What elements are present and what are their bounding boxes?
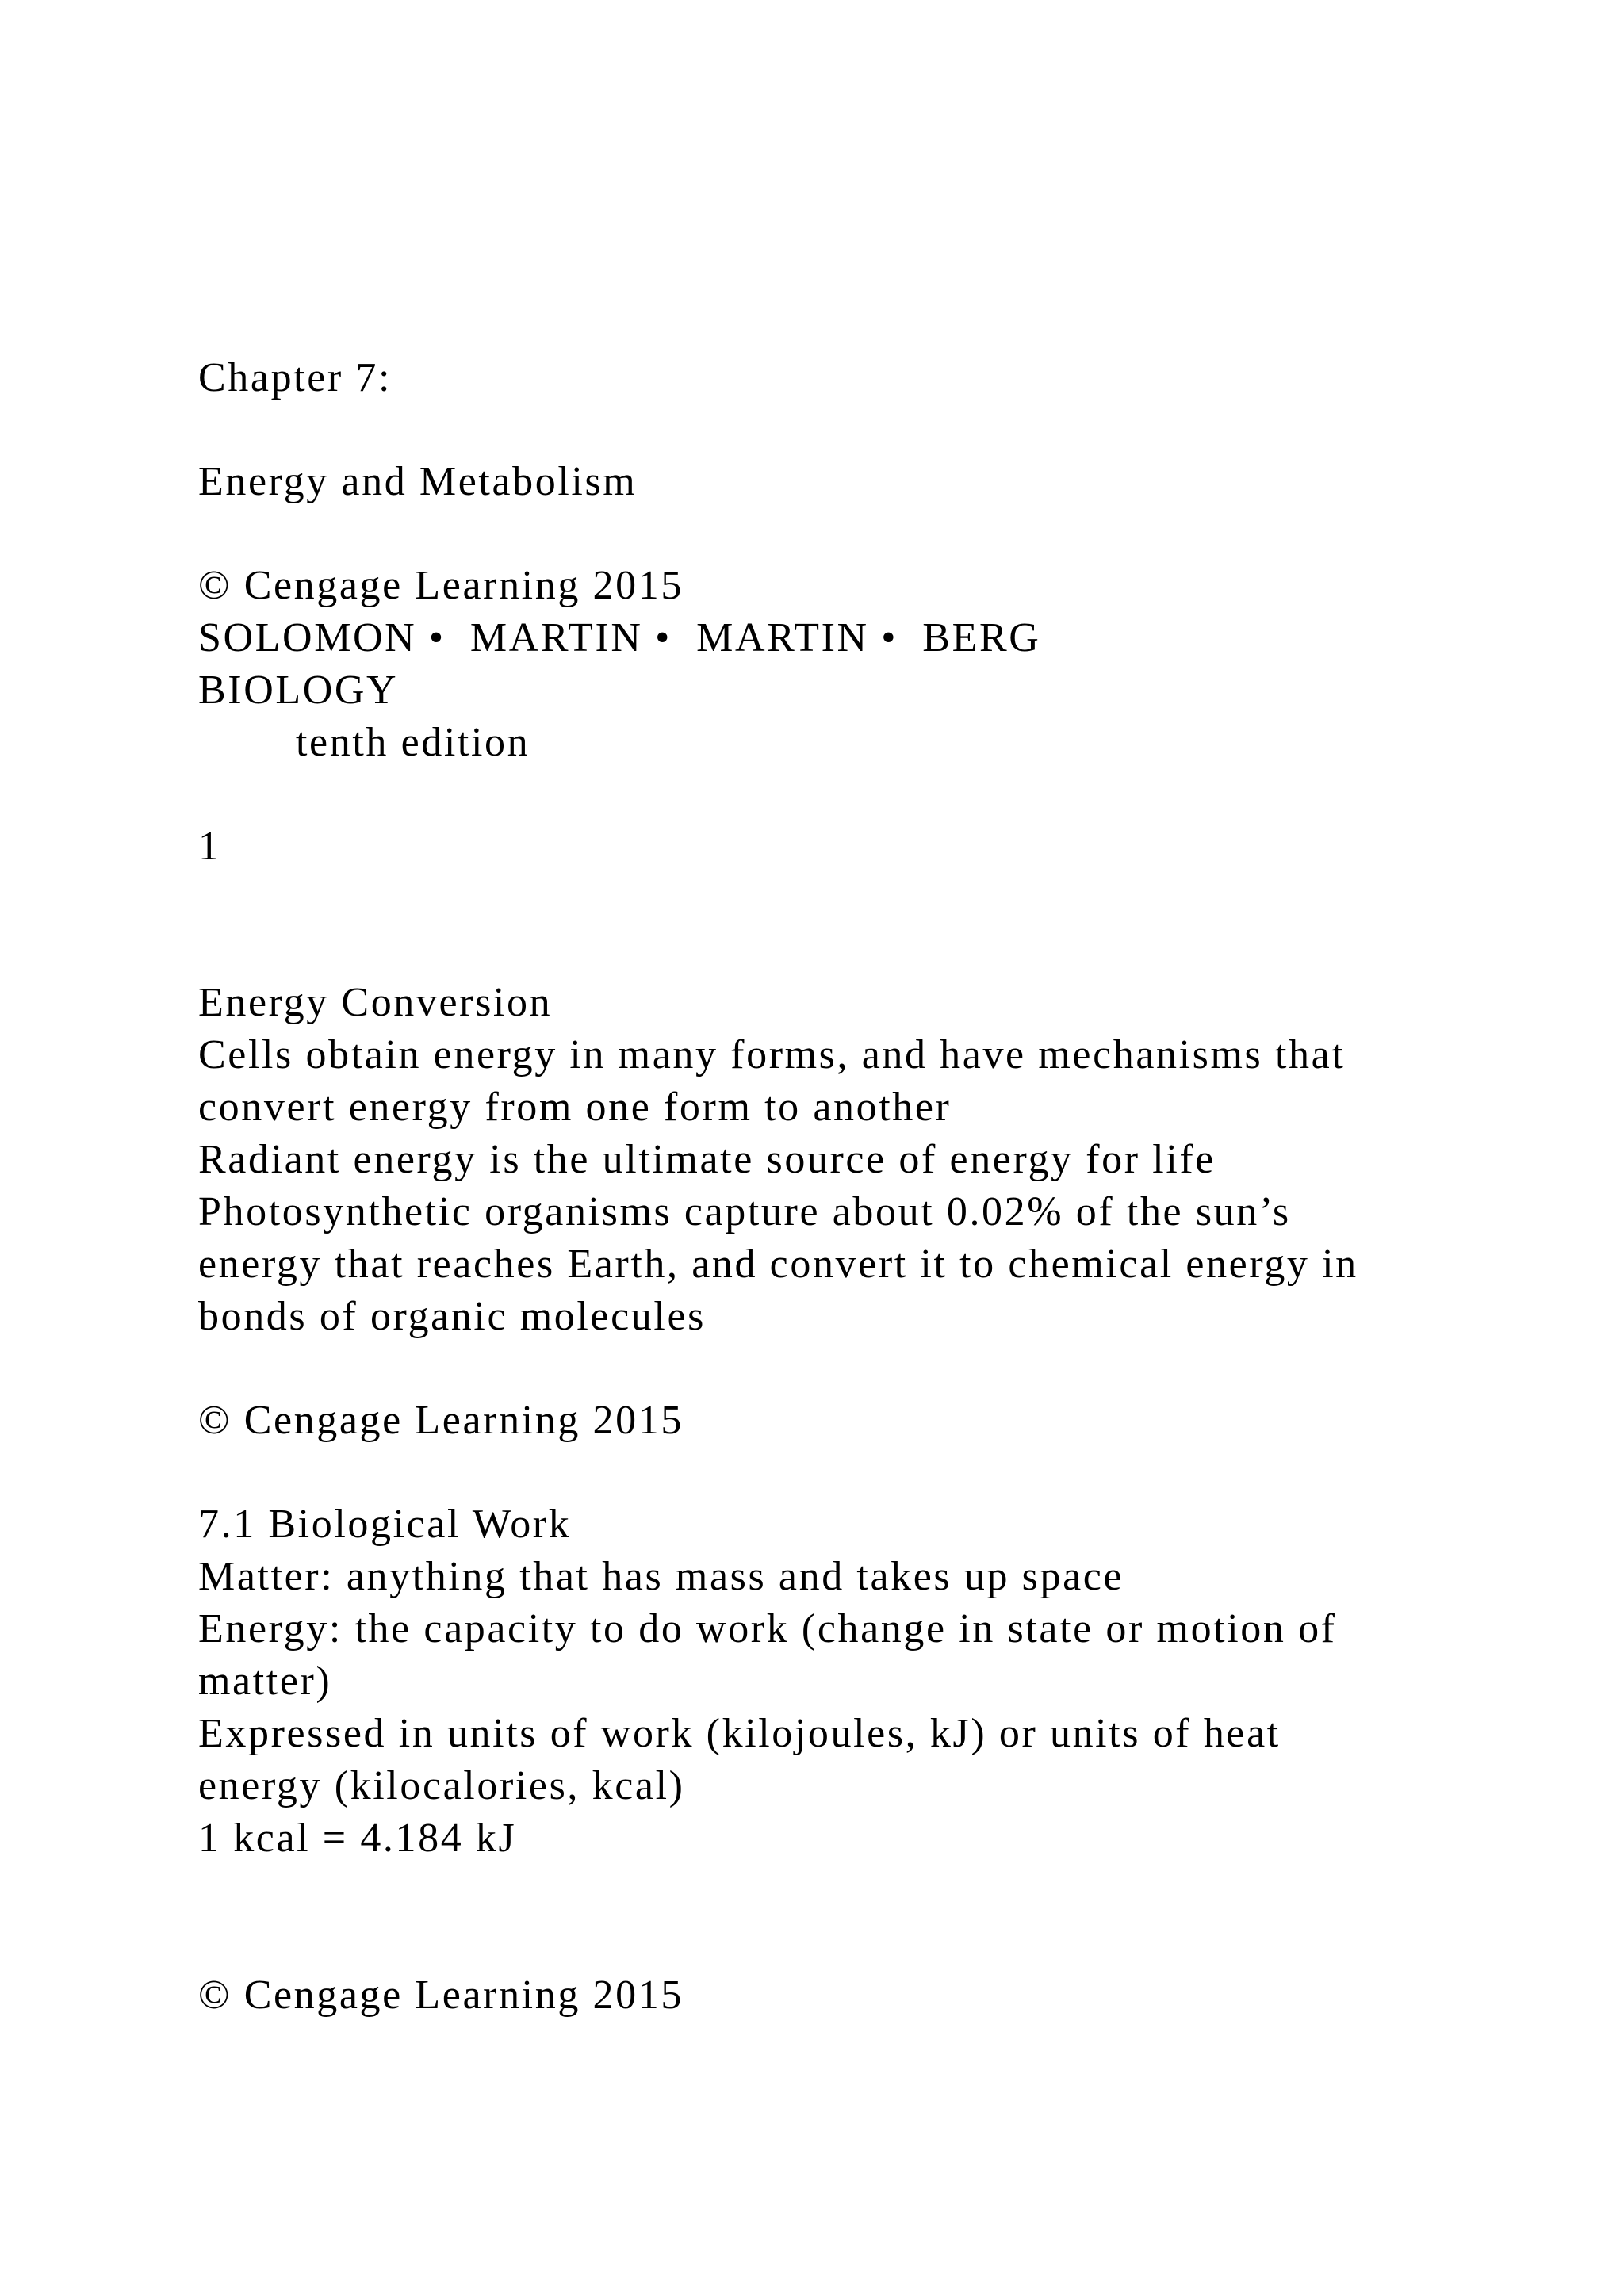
body-line: matter) bbox=[198, 1659, 332, 1704]
body-line: bonds of organic molecules bbox=[198, 1294, 706, 1339]
body-line: Radiant energy is the ultimate source of energy for life bbox=[198, 1137, 1216, 1182]
edition-label: tenth edition bbox=[296, 720, 530, 765]
copyright-notice: © Cengage Learning 2015 bbox=[198, 1973, 684, 2018]
body-line: 1 kcal = 4.184 kJ bbox=[198, 1816, 517, 1861]
body-line: Cells obtain energy in many forms, and have mechanisms that bbox=[198, 1032, 1346, 1077]
slide-number: 1 bbox=[198, 824, 221, 869]
section-heading: 7.1 Biological Work bbox=[198, 1502, 572, 1547]
body-line: Photosynthetic organisms capture about 0.02% of the sun’s bbox=[198, 1189, 1291, 1234]
body-line: Energy: the capacity to do work (change in state or motion of bbox=[198, 1606, 1337, 1651]
book-title: BIOLOGY bbox=[198, 668, 399, 713]
copyright-notice: © Cengage Learning 2015 bbox=[198, 1398, 684, 1443]
body-line: Expressed in units of work (kilojoules, kJ) or units of heat bbox=[198, 1711, 1281, 1756]
body-line: energy that reaches Earth, and convert it to chemical energy in bbox=[198, 1242, 1358, 1287]
copyright-notice: © Cengage Learning 2015 bbox=[198, 563, 684, 608]
chapter-title: Energy and Metabolism bbox=[198, 459, 638, 504]
body-line: Matter: anything that has mass and takes up space bbox=[198, 1554, 1124, 1599]
body-line: convert energy from one form to another bbox=[198, 1085, 952, 1130]
authors-line: SOLOMON • MARTIN • MARTIN • BERG bbox=[198, 615, 1041, 660]
chapter-label: Chapter 7: bbox=[198, 355, 393, 400]
body-line: energy (kilocalories, kcal) bbox=[198, 1763, 685, 1808]
section-heading: Energy Conversion bbox=[198, 980, 553, 1025]
